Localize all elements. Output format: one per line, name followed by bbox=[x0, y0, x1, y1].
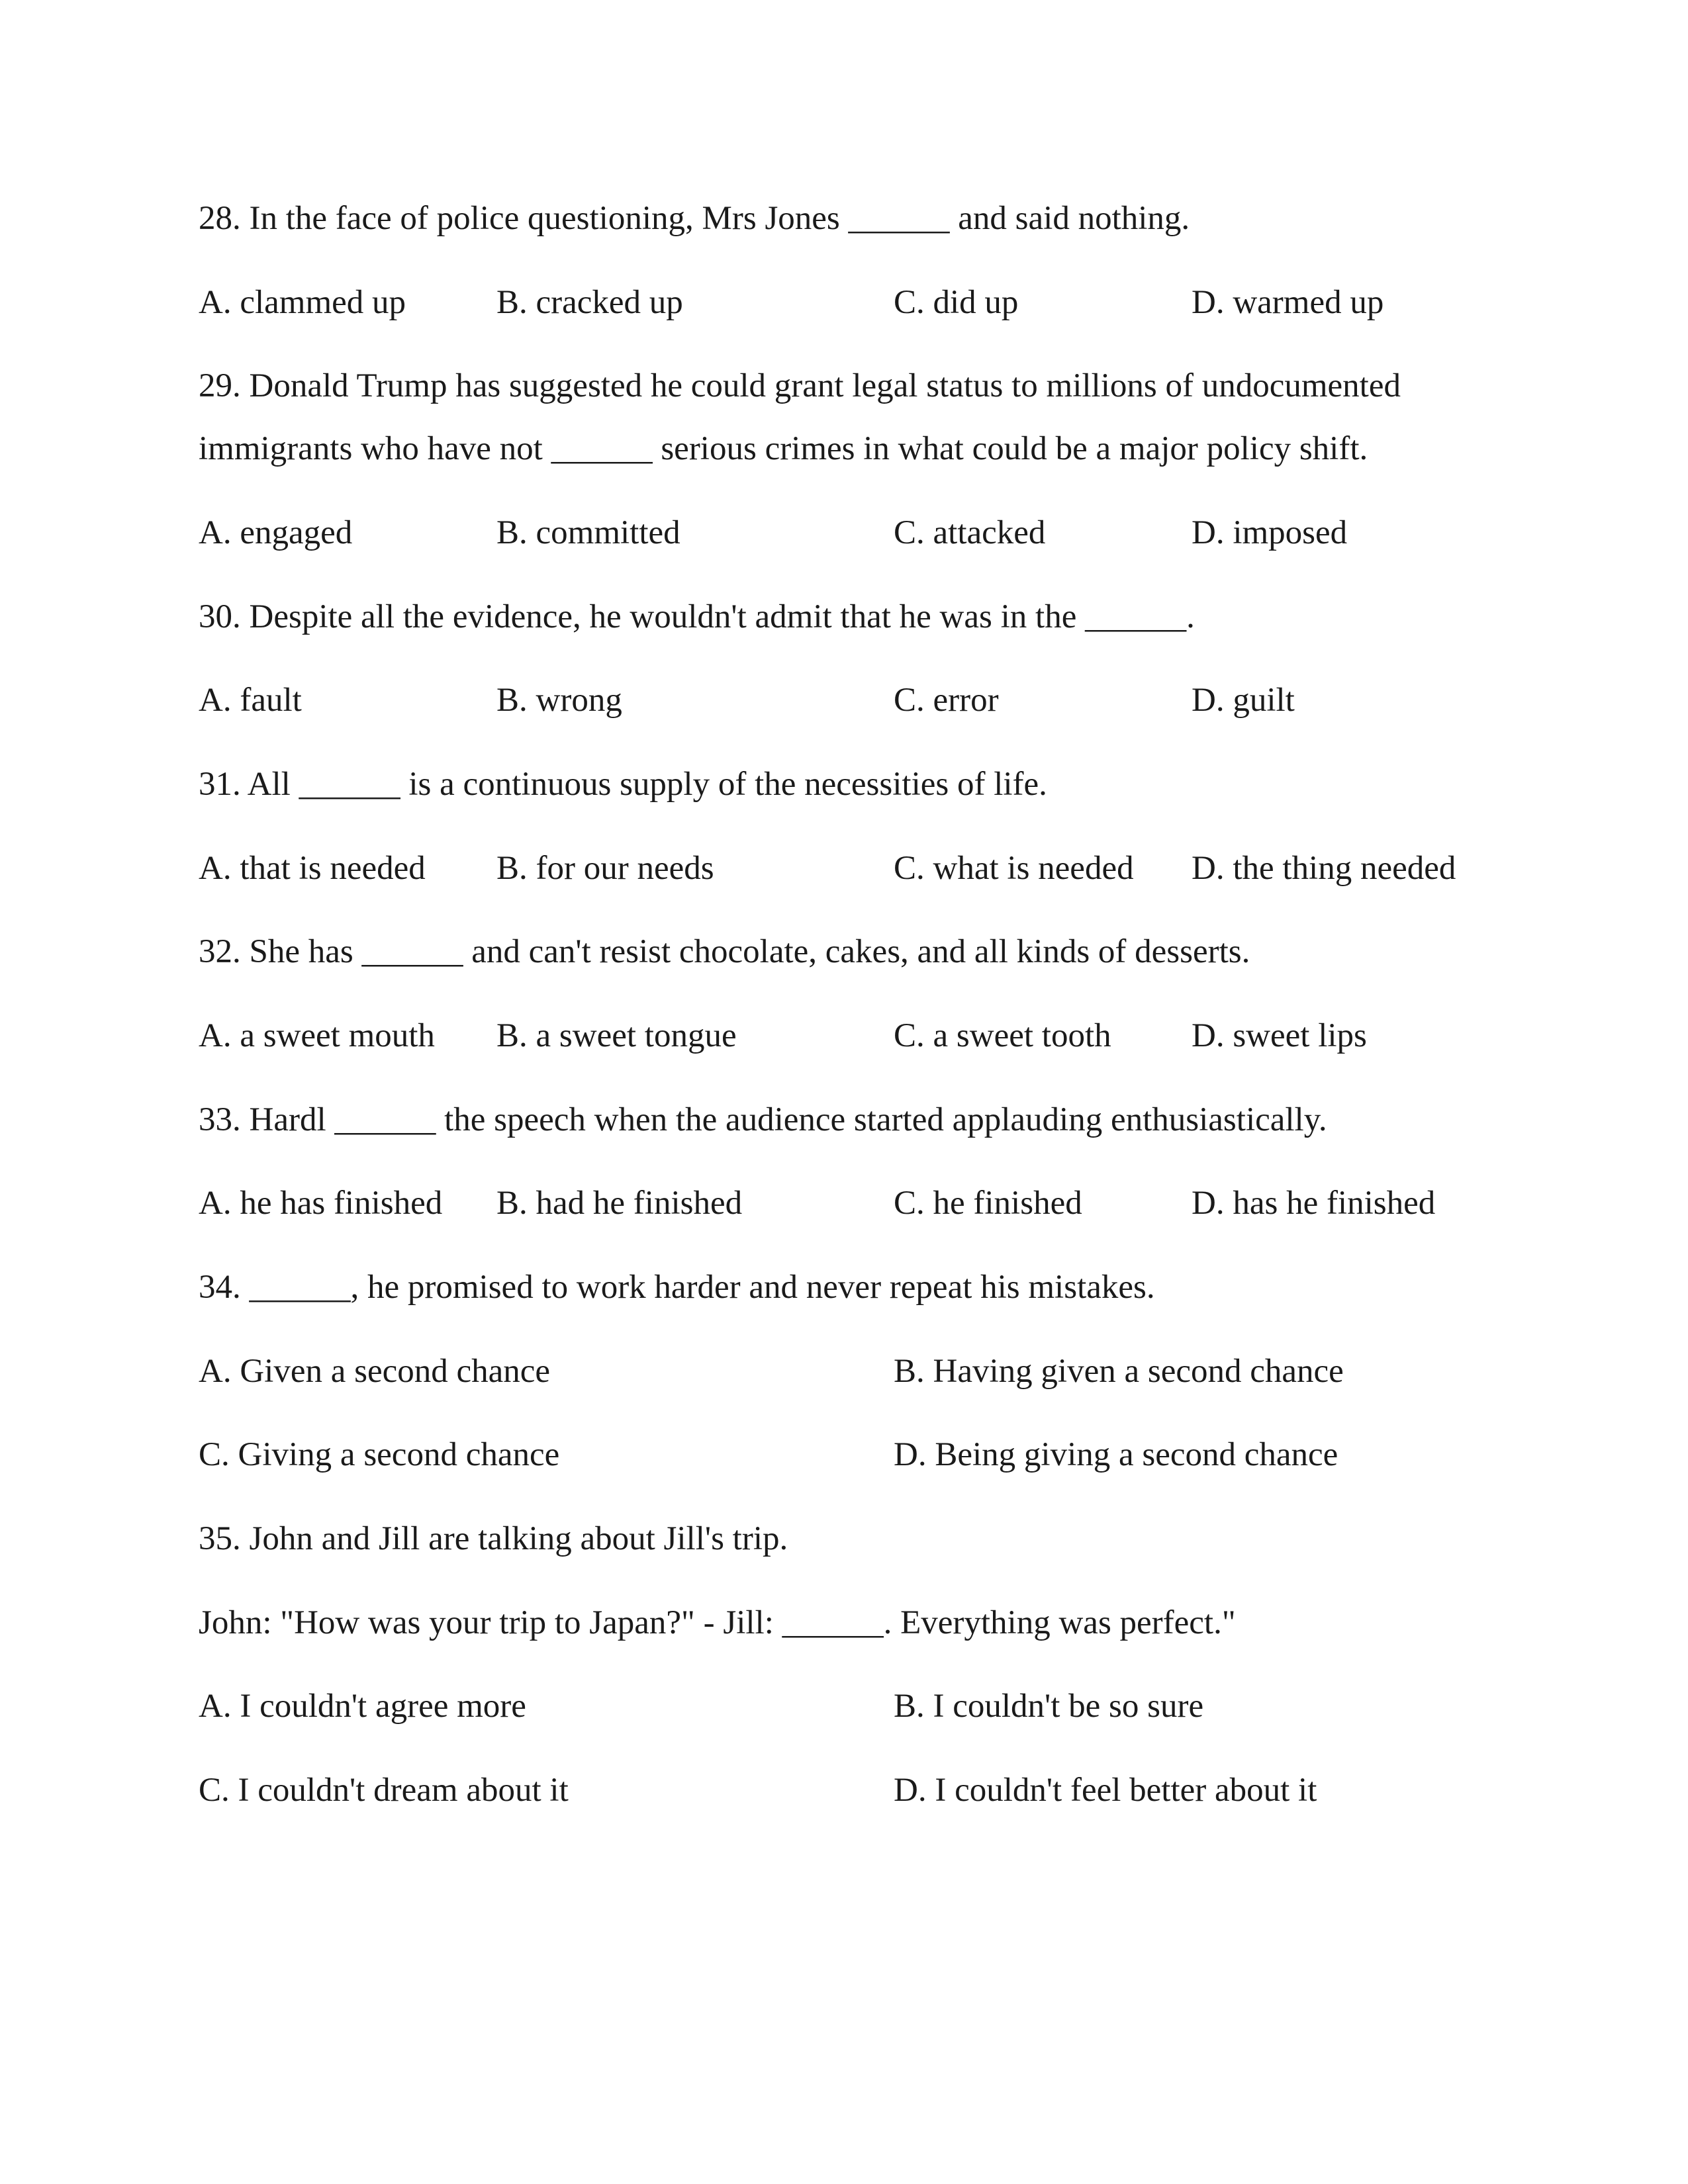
option-d: D. imposed bbox=[1192, 514, 1348, 551]
option-a: A. I couldn't agree more bbox=[199, 1688, 526, 1725]
option-b: B. for our needs bbox=[496, 850, 714, 887]
option-d: D. the thing needed bbox=[1192, 850, 1456, 887]
question-35-dialogue: John: "How was your trip to Japan?" - Jill: ______. Everything was perfect." bbox=[199, 1604, 1236, 1641]
option-a: A. fault bbox=[199, 682, 302, 719]
option-a: A. he has finished bbox=[199, 1185, 443, 1222]
option-d: D. I couldn't feel better about it bbox=[894, 1772, 1317, 1809]
option-b: B. had he finished bbox=[496, 1185, 743, 1222]
question-35-stem: 35. John and Jill are talking about Jill's trip. bbox=[199, 1520, 788, 1557]
option-b: B. committed bbox=[496, 514, 680, 551]
option-a: A. clammed up bbox=[199, 284, 406, 321]
option-c: C. a sweet tooth bbox=[894, 1017, 1111, 1054]
question-34-stem: 34. ______, he promised to work harder and never repeat his mistakes. bbox=[199, 1269, 1155, 1306]
question-32-stem: 32. She has ______ and can't resist chocolate, cakes, and all kinds of desserts. bbox=[199, 933, 1250, 970]
question-29-stem-line-2: immigrants who have not ______ serious crimes in what could be a major policy shift. bbox=[199, 430, 1368, 467]
option-b: B. a sweet tongue bbox=[496, 1017, 737, 1054]
option-c: C. what is needed bbox=[894, 850, 1134, 887]
option-b: B. I couldn't be so sure bbox=[894, 1688, 1204, 1725]
option-a: A. engaged bbox=[199, 514, 353, 551]
option-d: D. sweet lips bbox=[1192, 1017, 1367, 1054]
option-c: C. did up bbox=[894, 284, 1019, 321]
option-c: C. he finished bbox=[894, 1185, 1082, 1222]
option-b: B. Having given a second chance bbox=[894, 1353, 1344, 1390]
option-a: A. Given a second chance bbox=[199, 1353, 551, 1390]
option-a: A. that is needed bbox=[199, 850, 426, 887]
option-b: B. wrong bbox=[496, 682, 622, 719]
option-d: D. has he finished bbox=[1192, 1185, 1436, 1222]
question-28-stem: 28. In the face of police questioning, Mrs Jones ______ and said nothing. bbox=[199, 200, 1190, 237]
question-29-stem-line-1: 29. Donald Trump has suggested he could grant legal status to millions of undocumented bbox=[199, 367, 1401, 404]
worksheet-page bbox=[199, 0, 1523, 2184]
option-b: B. cracked up bbox=[496, 284, 683, 321]
option-c: C. I couldn't dream about it bbox=[199, 1772, 569, 1809]
option-d: D. warmed up bbox=[1192, 284, 1384, 321]
option-c: C. attacked bbox=[894, 514, 1046, 551]
question-30-stem: 30. Despite all the evidence, he wouldn't admit that he was in the ______. bbox=[199, 598, 1195, 635]
option-d: D. Being giving a second chance bbox=[894, 1436, 1338, 1473]
question-31-stem: 31. All ______ is a continuous supply of the necessities of life. bbox=[199, 766, 1047, 803]
option-c: C. Giving a second chance bbox=[199, 1436, 560, 1473]
option-c: C. error bbox=[894, 682, 999, 719]
option-a: A. a sweet mouth bbox=[199, 1017, 435, 1054]
option-d: D. guilt bbox=[1192, 682, 1295, 719]
question-33-stem: 33. Hardl ______ the speech when the audience started applauding enthusiastically. bbox=[199, 1101, 1327, 1138]
